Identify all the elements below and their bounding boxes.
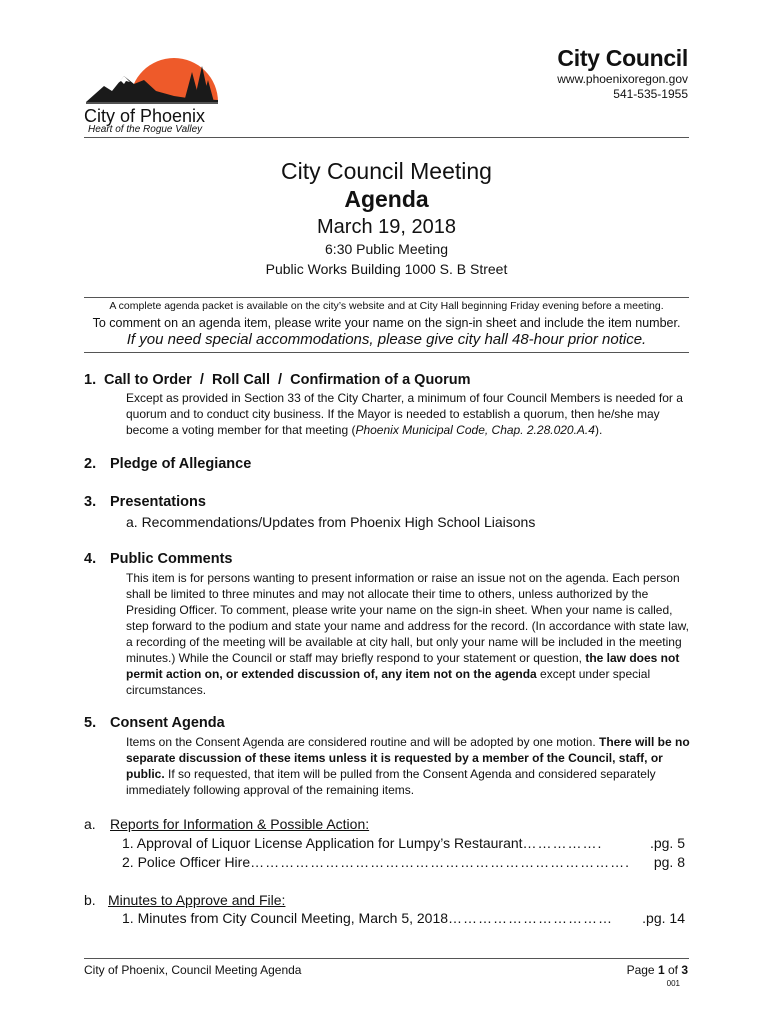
section-1-title: Call to Order / Roll Call / Confirmation of a Quorum <box>104 372 471 388</box>
item-leader: …………………………… <box>448 910 614 926</box>
org-tagline: Heart of the Rogue Valley <box>88 124 203 135</box>
footer-title: City of Phoenix, Council Meeting Agenda <box>84 963 302 977</box>
section-2-title: Pledge of Allegiance <box>110 456 252 472</box>
section-3-title: Presentations <box>110 494 206 510</box>
notice-packet: A complete agenda packet is available on the city’s website and at City Hall beginning Friday evening before a meeting. <box>109 300 664 312</box>
notice-rule-bottom <box>84 352 689 353</box>
section-5-body: Items on the Consent Agenda are considered routine and will be adopted by one motion. <box>126 735 599 749</box>
section-5-bold: There will be no separate discussion of these items unless it is requested by a member of the Council, staff, or public. <box>126 735 690 781</box>
header-title: City Council <box>557 45 688 71</box>
consent-a-item-1 <box>122 835 685 851</box>
meeting-time: 6:30 Public Meeting <box>325 241 448 257</box>
meeting-title: City Council Meeting <box>281 158 492 184</box>
section-5-number: 5. <box>84 715 97 731</box>
section-1-number: 1. <box>84 372 97 388</box>
meeting-date: March 19, 2018 <box>317 216 456 238</box>
section-1-body: Except as provided in Section 33 of the City Charter, a minimum of four Council Members is needed for a quorum and to conduct city business. If the Mayor is needed to establish a quorum, then he/she may become a voting member for that meeting ( <box>126 391 683 437</box>
notice-comment: To comment on an agenda item, please write your name on the sign-in sheet and include the item number. <box>92 316 681 330</box>
notice-rule-top <box>84 297 689 298</box>
footer-rule <box>84 958 689 959</box>
section-4-body: This item is for persons wanting to present information or raise an issue not on the agenda. Each person shall be limited to three minutes and may not allocate their time to others, unless authorized by the Presiding Officer. To comment, please write your name on the sign-in sheet. When your name is called, step forward to the podium and state your name and address for the record. (In accordance with state law, a recording of the meeting will be available at city hall, but only your name will be included in the meeting minutes.) While the Council or staff may briefly respond to your statement or question, <box>126 571 689 665</box>
org-name: City of Phoenix <box>84 106 206 126</box>
section-5-title: Consent Agenda <box>110 715 225 731</box>
meeting-location: Public Works Building 1000 S. B Street <box>265 261 508 277</box>
section-1-citation: Phoenix Municipal Code, Chap. 2.28.020.A.4 <box>355 423 595 437</box>
header-website: www.phoenixoregon.gov <box>557 72 688 86</box>
section-3-item-a: a. Recommendations/Updates from Phoenix High School Liaisons <box>126 514 536 530</box>
footer-page <box>627 963 688 977</box>
consent-a-item-2 <box>122 854 685 870</box>
item-label: 2. Police Officer Hire <box>122 854 251 870</box>
item-page: .pg. 14 <box>642 910 685 926</box>
meeting-subtitle: Agenda <box>344 186 429 212</box>
consent-a-letter: a. <box>84 816 96 832</box>
item-page: pg. 8 <box>653 854 685 870</box>
footer-page-num: 1 <box>657 963 665 977</box>
footer-page-total: 3 <box>681 963 688 977</box>
section-3-number: 3. <box>84 494 97 510</box>
section-5-text <box>126 734 694 798</box>
section-1-text <box>126 390 694 438</box>
item-leader: ……………. <box>522 835 603 851</box>
consent-b-item-1 <box>122 910 685 926</box>
section-1-end: ). <box>594 423 603 437</box>
consent-b-title: Minutes to Approve and File: <box>108 892 286 908</box>
header-rule <box>84 137 689 138</box>
footer-code: 001 <box>666 979 680 988</box>
section-4-end: except under special circumstances. <box>126 667 651 697</box>
city-logo <box>84 44 220 106</box>
consent-a-title: Reports for Information & Possible Action: <box>110 816 370 832</box>
notice-accommodation: If you need special accommodations, please give city hall 48-hour prior notice. <box>126 331 647 348</box>
section-2-number: 2. <box>84 456 97 472</box>
item-label: 1. Approval of Liquor License Application for Lumpy’s Restaurant <box>122 835 523 851</box>
header-phone: 541-535-1955 <box>613 87 688 101</box>
footer-page-of: of <box>664 963 682 977</box>
section-4-title: Public Comments <box>110 551 233 567</box>
item-page: .pg. 5 <box>649 835 685 851</box>
header-block <box>557 45 688 102</box>
section-4-number: 4. <box>84 551 97 567</box>
footer-page-prefix: Page <box>626 963 658 977</box>
consent-b-letter: b. <box>84 892 96 908</box>
item-leader: …………………………………………………………………. <box>250 854 631 870</box>
section-4-text <box>126 570 694 698</box>
section-4-bold: the law does not permit action on, or extended discussion of, any item not on the agenda <box>126 651 680 681</box>
item-label: 1. Minutes from City Council Meeting, March 5, 2018 <box>122 910 449 926</box>
section-5-end: If so requested, that item will be pulled from the Consent Agenda and considered separately immediately following approval of the remaining items. <box>126 767 656 797</box>
